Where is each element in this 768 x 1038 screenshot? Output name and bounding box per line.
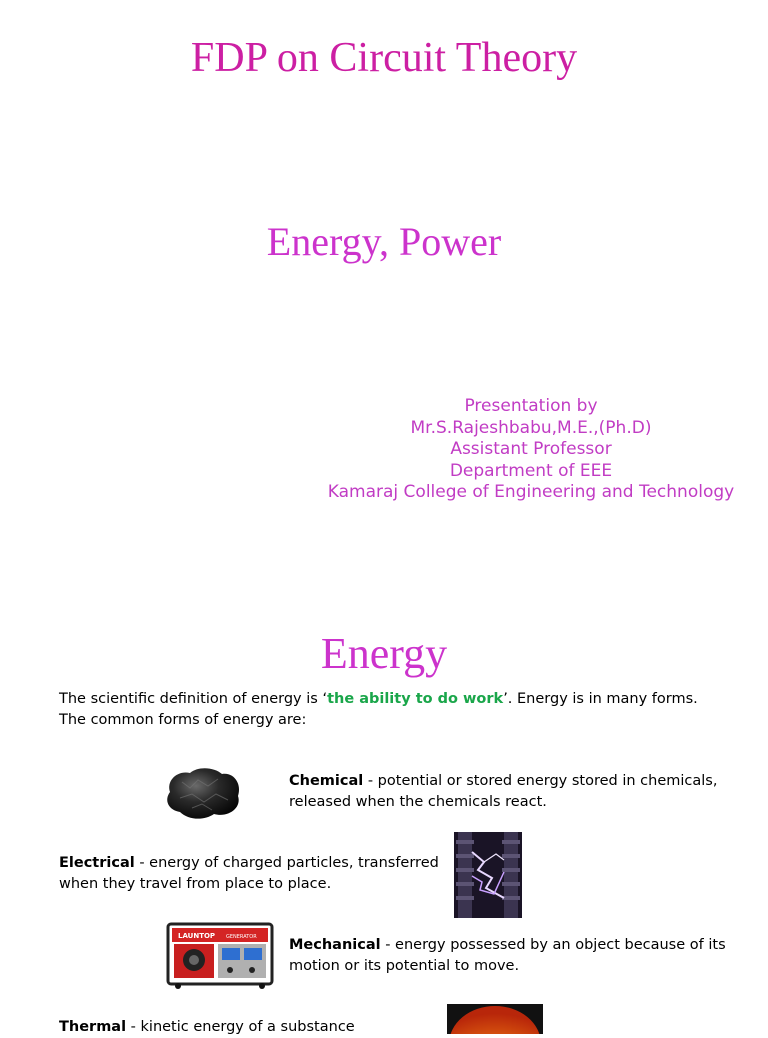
deck-title: FDP on Circuit Theory: [190, 35, 578, 81]
coal-lump-icon: [162, 764, 244, 822]
generator-brand: LAUNTOP: [178, 932, 216, 940]
chemical-term: Chemical: [289, 773, 364, 789]
electrical-desc: - energy of charged particles, transferred when they travel from place to place.: [59, 855, 439, 892]
chemical-desc: - potential or stored energy stored in chemicals, released when the chemicals react.: [289, 773, 718, 810]
thermal-term: Thermal: [59, 1019, 127, 1035]
lightning-plasma-icon: [454, 832, 522, 918]
generator-model: GENERATOR: [226, 934, 257, 940]
presenter-college: Kamaraj College of Engineering and Technology: [327, 482, 735, 502]
mechanical-energy-text: [289, 935, 729, 976]
thermal-energy-text: [59, 1017, 439, 1038]
sun-icon: [447, 1004, 543, 1034]
thermal-desc: - kinetic energy of a substance: [126, 1019, 355, 1035]
definition-prefix: The scientific definition of energy is ‘: [59, 691, 328, 707]
energy-definition: [59, 689, 719, 730]
mechanical-term: Mechanical: [289, 937, 381, 953]
definition-suffix: ’. Energy is in many forms. The common forms of energy are:: [59, 691, 698, 728]
presenter-block: [300, 396, 762, 504]
deck-subtitle: Energy, Power: [266, 219, 502, 264]
energy-slide: [0, 590, 768, 1035]
presenter-line: Presentation by: [464, 396, 598, 416]
electrical-energy-text: [59, 853, 439, 894]
chemical-energy-text: [289, 771, 729, 812]
presenter-name: Mr.S.Rajeshbabu,M.E.,(Ph.D): [410, 417, 652, 438]
electrical-term: Electrical: [59, 855, 135, 871]
generator-icon: [164, 920, 276, 990]
definition-emphasis: the ability to do work: [327, 691, 504, 707]
presenter-department: Department of EEE: [449, 460, 613, 481]
presenter-role: Assistant Professor: [450, 439, 612, 459]
slide-title: Energy: [320, 629, 448, 678]
mechanical-desc: - energy possessed by an object because of its motion or its potential to move.: [289, 937, 726, 974]
